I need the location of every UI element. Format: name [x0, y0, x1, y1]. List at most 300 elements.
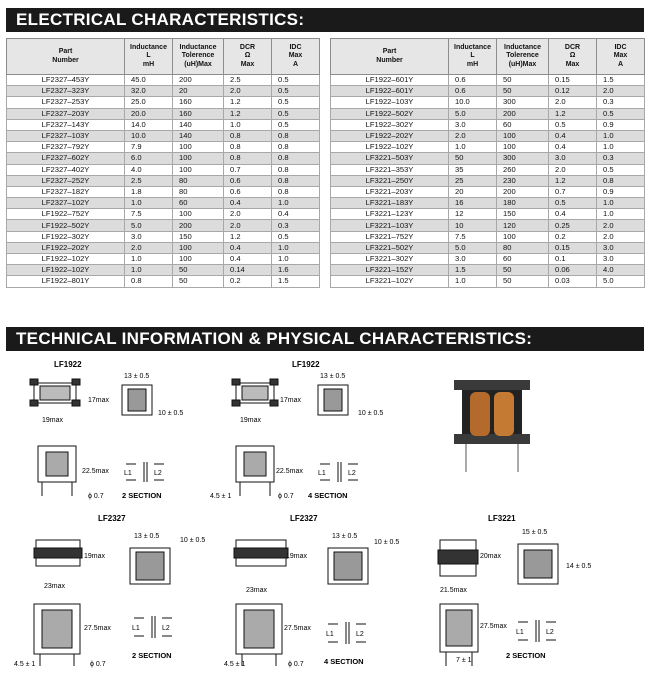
table-cell: 0.8: [125, 276, 173, 287]
table-row: [331, 164, 645, 175]
pin-view-drawing: [122, 385, 152, 415]
table-row: [331, 265, 645, 276]
dim-pin-spacing: 15 ± 0.5: [522, 529, 548, 536]
part-number-cell: LF1922–102Y: [331, 142, 449, 153]
table-row: [7, 276, 320, 287]
figure-title: LF3221: [488, 514, 516, 523]
table-cell: 2.0: [125, 242, 173, 253]
table-cell: 0.8: [272, 164, 320, 175]
table-cell: 25.0: [125, 97, 173, 108]
table-cell: 80: [497, 242, 549, 253]
table-cell: 260: [497, 164, 549, 175]
coil-label-l1: L1: [318, 470, 326, 477]
table-cell: 1.2: [224, 231, 272, 242]
table-cell: 0.3: [597, 97, 645, 108]
dim-total-height: 27.5max: [84, 625, 111, 632]
table-cell: 10: [449, 220, 497, 231]
pin-view-drawing: [328, 548, 368, 584]
column-header: DCR Ω Max: [549, 39, 597, 75]
dim-pin-row: 10 ± 0.5: [158, 410, 184, 417]
dim-pin-spacing: 13 ± 0.5: [320, 373, 346, 380]
table-cell: 3.0: [597, 254, 645, 265]
table-row: [331, 130, 645, 141]
dim-pin-row: 14 ± 0.5: [566, 563, 592, 570]
side-view-drawing: [34, 604, 80, 666]
table-row: [331, 220, 645, 231]
table-cell: 10.0: [125, 130, 173, 141]
dim-height: 19max: [286, 553, 308, 560]
table-cell: 0.5: [272, 119, 320, 130]
part-number-cell: LF2327–143Y: [7, 119, 125, 130]
dim-height: 17max: [280, 397, 302, 404]
table-cell: 0.15: [549, 242, 597, 253]
dim-height: 19max: [84, 553, 106, 560]
table-cell: 200: [497, 108, 549, 119]
table-cell: 0.3: [272, 220, 320, 231]
coil-label-l2: L2: [356, 631, 364, 638]
table-cell: 1.2: [549, 175, 597, 186]
table-cell: 1.2: [224, 108, 272, 119]
dim-pin-diameter: ϕ 0.7: [90, 661, 106, 668]
table-cell: 0.5: [272, 97, 320, 108]
table-cell: 1.0: [272, 198, 320, 209]
table-cell: 1.2: [549, 108, 597, 119]
table-cell: 0.5: [272, 75, 320, 86]
table-cell: 0.6: [449, 75, 497, 86]
table-cell: 50: [449, 153, 497, 164]
table-cell: 3.0: [449, 254, 497, 265]
table-cell: 2.0: [597, 220, 645, 231]
table-cell: 100: [173, 153, 224, 164]
spec-table-right: [330, 38, 645, 288]
table-cell: 1.0: [272, 242, 320, 253]
table-cell: 150: [497, 209, 549, 220]
table-cell: 1.0: [449, 142, 497, 153]
dim-pin-offset: 4.5 ± 1: [224, 661, 246, 668]
part-number-cell: LF3221–102Y: [331, 276, 449, 287]
table-row: [7, 198, 320, 209]
dim-pin-row: 10 ± 0.5: [374, 539, 400, 546]
table-row: [7, 231, 320, 242]
section-title-technical: TECHNICAL INFORMATION & PHYSICAL CHARACTERISTICS:: [6, 327, 644, 351]
part-number-cell: LF1922–601Y: [331, 75, 449, 86]
table-cell: 100: [173, 142, 224, 153]
dim-width: 23max: [44, 583, 66, 590]
table-cell: 5.0: [125, 220, 173, 231]
table-row: [7, 254, 320, 265]
table-cell: 0.8: [597, 175, 645, 186]
table-cell: 0.1: [549, 254, 597, 265]
figure-title: LF1922: [292, 360, 320, 369]
table-header-row: [331, 39, 645, 75]
table-cell: 0.2: [549, 231, 597, 242]
section-title-electrical: ELECTRICAL CHARACTERISTICS:: [6, 8, 644, 32]
table-cell: 200: [173, 220, 224, 231]
table-row: [331, 198, 645, 209]
table-cell: 50: [173, 265, 224, 276]
table-cell: 2.0: [224, 209, 272, 220]
part-number-cell: LF2327–103Y: [7, 130, 125, 141]
table-cell: 0.03: [549, 276, 597, 287]
dim-total-height: 27.5max: [480, 623, 507, 630]
table-cell: 3.0: [549, 153, 597, 164]
section-label: 2 SECTION: [132, 651, 172, 660]
part-number-cell: LF2327–253Y: [7, 97, 125, 108]
table-cell: 0.5: [597, 108, 645, 119]
table-cell: 2.0: [224, 220, 272, 231]
table-cell: 1.0: [125, 198, 173, 209]
figure-lf3221-2-section: [426, 512, 622, 672]
table-cell: 7.5: [449, 231, 497, 242]
column-header: Inductance Tolerence (uH)Max: [497, 39, 549, 75]
table-cell: 7.9: [125, 142, 173, 153]
table-cell: 0.8: [272, 130, 320, 141]
table-row: [7, 97, 320, 108]
dim-pin-spacing: 13 ± 0.5: [134, 533, 160, 540]
table-cell: 0.4: [224, 242, 272, 253]
table-cell: 0.15: [549, 75, 597, 86]
top-view-drawing: [232, 379, 278, 406]
table-cell: 5.0: [449, 242, 497, 253]
table-cell: 0.4: [549, 209, 597, 220]
table-cell: 2.0: [224, 86, 272, 97]
table-cell: 1.0: [597, 198, 645, 209]
table-cell: 0.6: [449, 86, 497, 97]
part-number-cell: LF2327–252Y: [7, 175, 125, 186]
table-cell: 5.0: [597, 276, 645, 287]
table-row: [331, 97, 645, 108]
table-cell: 0.4: [549, 130, 597, 141]
table-cell: 1.0: [597, 130, 645, 141]
dim-total-height: 22.5max: [276, 468, 303, 475]
table-cell: 25: [449, 175, 497, 186]
table-cell: 140: [173, 119, 224, 130]
table-row: [331, 75, 645, 86]
table-row: [7, 164, 320, 175]
table-cell: 50: [497, 75, 549, 86]
table-cell: 6.0: [125, 153, 173, 164]
dim-height: 20max: [480, 553, 502, 560]
table-cell: 0.4: [272, 209, 320, 220]
table-cell: 160: [173, 108, 224, 119]
table-row: [7, 142, 320, 153]
part-number-cell: LF3221–250Y: [331, 175, 449, 186]
table-cell: 1.5: [449, 265, 497, 276]
table-row: [7, 119, 320, 130]
table-cell: 60: [497, 119, 549, 130]
table-cell: 50: [497, 265, 549, 276]
coil-label-l1: L1: [132, 625, 140, 632]
column-header: IDC Max A: [597, 39, 645, 75]
figure-title: LF2327: [290, 514, 318, 523]
coil-label-l1: L1: [124, 470, 132, 477]
coil-label-l2: L2: [546, 629, 554, 636]
top-view-drawing: [234, 540, 288, 566]
part-number-cell: LF3221–502Y: [331, 242, 449, 253]
part-number-cell: LF1922–752Y: [7, 209, 125, 220]
part-number-cell: LF3221–752Y: [331, 231, 449, 242]
table-cell: 100: [497, 231, 549, 242]
part-number-cell: LF2327–203Y: [7, 108, 125, 119]
part-number-cell: LF1922–102Y: [7, 265, 125, 276]
table-row: [7, 153, 320, 164]
table-row: [7, 186, 320, 197]
dim-pin-offset: 4.5 ± 1: [14, 661, 36, 668]
table-cell: 1.5: [272, 276, 320, 287]
part-number-cell: LF1922–502Y: [331, 108, 449, 119]
column-header: IDC Max A: [272, 39, 320, 75]
section-label: 4 SECTION: [324, 657, 364, 666]
table-row: [331, 231, 645, 242]
side-view-drawing: [236, 604, 282, 666]
top-view-drawing: [30, 379, 80, 406]
part-number-cell: LF2327–792Y: [7, 142, 125, 153]
table-row: [7, 220, 320, 231]
table-cell: 2.0: [597, 86, 645, 97]
dim-height: 17max: [88, 397, 110, 404]
part-number-cell: LF3221–103Y: [331, 220, 449, 231]
table-cell: 100: [173, 254, 224, 265]
table-cell: 100: [173, 209, 224, 220]
table-cell: 2.5: [125, 175, 173, 186]
table-cell: 7.5: [125, 209, 173, 220]
coil-label-l1: L1: [516, 629, 524, 636]
part-number-cell: LF1922–202Y: [331, 130, 449, 141]
table-cell: 2.0: [597, 231, 645, 242]
table-cell: 0.7: [549, 186, 597, 197]
table-cell: 14.0: [125, 119, 173, 130]
product-photo: [444, 364, 554, 482]
table-cell: 0.12: [549, 86, 597, 97]
figure-lf1922-4-section: [208, 358, 408, 506]
table-row: [7, 265, 320, 276]
table-cell: 0.5: [272, 86, 320, 97]
table-row: [7, 242, 320, 253]
table-cell: 16: [449, 198, 497, 209]
table-cell: 50: [497, 276, 549, 287]
dim-total-height: 22.5max: [82, 468, 109, 475]
table-row: [331, 186, 645, 197]
table-cell: 0.4: [549, 142, 597, 153]
table-cell: 50: [497, 86, 549, 97]
dim-width: 23max: [246, 587, 268, 594]
column-header: Part Number: [7, 39, 125, 75]
table-cell: 0.25: [549, 220, 597, 231]
spec-table-left: [6, 38, 320, 288]
table-cell: 1.8: [125, 186, 173, 197]
table-cell: 140: [173, 130, 224, 141]
column-header: Inductance Tolerence (uH)Max: [173, 39, 224, 75]
table-cell: 32.0: [125, 86, 173, 97]
table-cell: 0.8: [272, 186, 320, 197]
table-row: [7, 175, 320, 186]
part-number-cell: LF3221–123Y: [331, 209, 449, 220]
section-label: 2 SECTION: [506, 651, 546, 660]
table-cell: 1.0: [125, 254, 173, 265]
table-cell: 100: [173, 242, 224, 253]
table-cell: 0.4: [224, 198, 272, 209]
top-view-drawing: [34, 540, 82, 566]
table-cell: 0.6: [224, 175, 272, 186]
coil-label-l2: L2: [162, 625, 170, 632]
table-cell: 0.8: [224, 153, 272, 164]
table-cell: 35: [449, 164, 497, 175]
table-header-row: [7, 39, 320, 75]
table-cell: 100: [173, 164, 224, 175]
top-view-drawing: [438, 540, 478, 576]
pin-view-drawing: [318, 385, 348, 415]
dim-pin-spacing: 13 ± 0.5: [332, 533, 358, 540]
table-cell: 80: [173, 175, 224, 186]
table-cell: 120: [497, 220, 549, 231]
part-number-cell: LF3221–152Y: [331, 265, 449, 276]
table-row: [331, 254, 645, 265]
figure-lf1922-2-section: [18, 358, 208, 506]
table-cell: 0.3: [597, 153, 645, 164]
table-cell: 1.0: [449, 276, 497, 287]
table-row: [7, 75, 320, 86]
table-row: [331, 86, 645, 97]
dim-pin-diameter: ϕ 0.7: [88, 493, 104, 500]
table-cell: 300: [497, 153, 549, 164]
section-label: 2 SECTION: [122, 491, 162, 500]
table-cell: 100: [497, 130, 549, 141]
table-cell: 0.9: [597, 119, 645, 130]
dim-pin-row: 10 ± 0.5: [358, 410, 384, 417]
table-cell: 0.14: [224, 265, 272, 276]
coil-label-l2: L2: [348, 470, 356, 477]
table-cell: 20: [449, 186, 497, 197]
table-cell: 230: [497, 175, 549, 186]
table-cell: 12: [449, 209, 497, 220]
table-row: [331, 276, 645, 287]
figure-title: LF1922: [54, 360, 82, 369]
table-cell: 4.0: [597, 265, 645, 276]
table-row: [7, 108, 320, 119]
section-label: 4 SECTION: [308, 491, 348, 500]
table-cell: 0.4: [224, 254, 272, 265]
dim-pin-offset: 7 ± 1: [456, 657, 472, 664]
part-number-cell: LF3221–183Y: [331, 198, 449, 209]
side-view-drawing: [236, 446, 274, 496]
table-cell: 0.8: [224, 142, 272, 153]
table-cell: 3.0: [125, 231, 173, 242]
table-row: [7, 209, 320, 220]
table-row: [331, 119, 645, 130]
table-cell: 300: [497, 97, 549, 108]
table-cell: 200: [497, 186, 549, 197]
table-cell: 0.06: [549, 265, 597, 276]
table-cell: 0.5: [549, 198, 597, 209]
part-number-cell: LF1922–202Y: [7, 242, 125, 253]
table-cell: 4.0: [125, 164, 173, 175]
table-cell: 1.0: [125, 265, 173, 276]
table-cell: 0.8: [272, 175, 320, 186]
table-row: [331, 242, 645, 253]
table-cell: 0.5: [597, 164, 645, 175]
table-cell: 50: [173, 276, 224, 287]
table-cell: 0.5: [272, 231, 320, 242]
table-cell: 0.9: [597, 186, 645, 197]
table-cell: 0.7: [224, 164, 272, 175]
table-row: [7, 86, 320, 97]
dim-pin-spacing: 13 ± 0.5: [124, 373, 150, 380]
table-cell: 0.8: [272, 153, 320, 164]
table-cell: 1.0: [224, 119, 272, 130]
table-cell: 0.8: [272, 142, 320, 153]
table-cell: 150: [173, 231, 224, 242]
table-cell: 1.0: [597, 209, 645, 220]
table-cell: 2.0: [449, 130, 497, 141]
table-cell: 80: [173, 186, 224, 197]
table-cell: 1.0: [597, 142, 645, 153]
dim-width: 19max: [240, 417, 262, 424]
table-cell: 3.0: [449, 119, 497, 130]
part-number-cell: LF2327–102Y: [7, 198, 125, 209]
table-row: [7, 130, 320, 141]
table-cell: 1.0: [272, 254, 320, 265]
table-cell: 180: [497, 198, 549, 209]
column-header: Inductance L mH: [449, 39, 497, 75]
table-cell: 100: [497, 142, 549, 153]
table-cell: 0.5: [272, 108, 320, 119]
part-number-cell: LF1922–302Y: [331, 119, 449, 130]
table-cell: 0.6: [224, 186, 272, 197]
part-number-cell: LF3221–203Y: [331, 186, 449, 197]
pin-view-drawing: [518, 544, 558, 584]
part-number-cell: LF3221–302Y: [331, 254, 449, 265]
table-cell: 0.8: [224, 130, 272, 141]
table-cell: 1.5: [597, 75, 645, 86]
table-cell: 0.5: [549, 119, 597, 130]
dim-width: 19max: [42, 417, 64, 424]
table-cell: 160: [173, 97, 224, 108]
part-number-cell: LF2327–323Y: [7, 86, 125, 97]
part-number-cell: LF1922–601Y: [331, 86, 449, 97]
part-number-cell: LF1922–103Y: [331, 97, 449, 108]
table-cell: 5.0: [449, 108, 497, 119]
part-number-cell: LF1922–302Y: [7, 231, 125, 242]
dim-pin-diameter: ϕ 0.7: [278, 493, 294, 500]
figure-title: LF2327: [98, 514, 126, 523]
dim-pin-offset: 4.5 ± 1: [210, 493, 232, 500]
column-header: DCR Ω Max: [224, 39, 272, 75]
dim-width: 21.5max: [440, 587, 467, 594]
figure-lf2327-2-section: [6, 512, 220, 672]
coil-label-l1: L1: [326, 631, 334, 638]
part-number-cell: LF2327–453Y: [7, 75, 125, 86]
table-cell: 200: [173, 75, 224, 86]
table-cell: 45.0: [125, 75, 173, 86]
dim-pin-diameter: ϕ 0.7: [288, 661, 304, 668]
coil-label-l2: L2: [154, 470, 162, 477]
part-number-cell: LF1922–102Y: [7, 254, 125, 265]
dim-pin-row: 10 ± 0.5: [180, 537, 206, 544]
column-header: Part Number: [331, 39, 449, 75]
part-number-cell: LF3221–353Y: [331, 164, 449, 175]
table-row: [331, 175, 645, 186]
table-row: [331, 153, 645, 164]
table-cell: 1.2: [224, 97, 272, 108]
part-number-cell: LF2327–402Y: [7, 164, 125, 175]
part-number-cell: LF3221–503Y: [331, 153, 449, 164]
column-header: Inductance L mH: [125, 39, 173, 75]
table-cell: 10.0: [449, 97, 497, 108]
table-row: [331, 142, 645, 153]
table-cell: 20.0: [125, 108, 173, 119]
part-number-cell: LF1922–801Y: [7, 276, 125, 287]
table-cell: 1.6: [272, 265, 320, 276]
